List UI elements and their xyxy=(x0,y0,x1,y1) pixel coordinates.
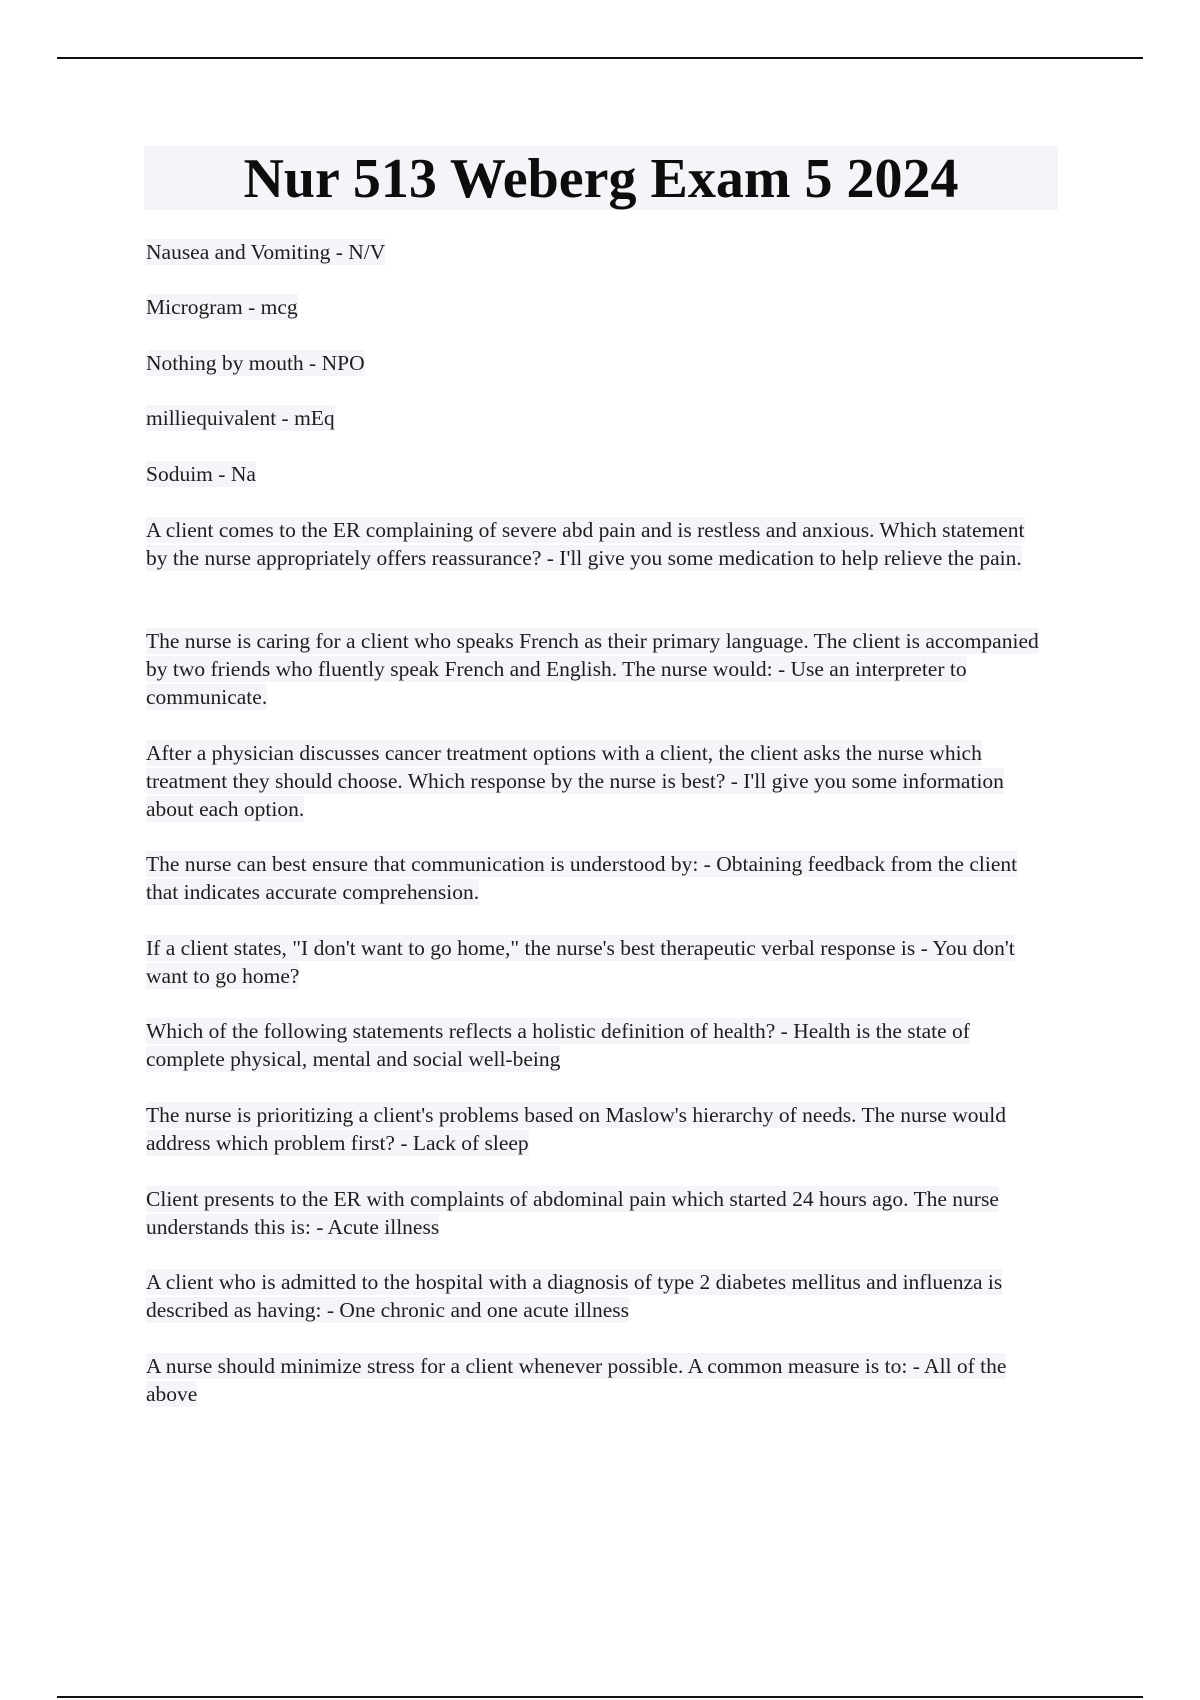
entry-question-treatment-options: After a physician discusses cancer treatment options with a client, the client asks the nurse which treatment they should choose. Which response by the nurse is best? - I'll give you some information about each option. xyxy=(146,741,1004,821)
entry-question-minimize-stress: A nurse should minimize stress for a client whenever possible. A common measure is to: - All of the above xyxy=(146,1354,1007,1406)
entry-abbrev-meq: milliequivalent - mEq xyxy=(146,406,335,430)
entry-abbrev-npo: Nothing by mouth - NPO xyxy=(146,351,365,375)
entry-abbrev-microgram: Microgram - mcg xyxy=(146,295,298,319)
entry-question-acute-illness: Client presents to the ER with complaints of abdominal pain which started 24 hours ago. The nurse understands this is: - Acute illness xyxy=(146,1187,999,1239)
entry-question-communication: The nurse can best ensure that communication is understood by: - Obtaining feedback from the client that indicates accurate comprehension. xyxy=(146,852,1018,904)
entry-question-maslow: The nurse is prioritizing a client's problems based on Maslow's hierarchy of needs. The nurse would address which problem first? - Lack of sleep xyxy=(146,1103,1006,1155)
entry-question-interpreter: The nurse is caring for a client who speaks French as their primary language. The client is accompanied by two friends who fluently speak French and English. The nurse would: - Use an interpreter to communicate. xyxy=(146,629,1039,709)
bottom-rule xyxy=(57,1696,1143,1698)
entry-question-holistic-health: Which of the following statements reflects a holistic definition of health? - Health is the state of complete physical, mental and social well-being xyxy=(146,1019,970,1071)
entry-question-therapeutic-response: If a client states, "I don't want to go home," the nurse's best therapeutic verbal response is - You don't want to go home? xyxy=(146,936,1015,988)
entry-question-chronic-acute: A client who is admitted to the hospital with a diagnosis of type 2 diabetes mellitus and influenza is described as having: - One chronic and one acute illness xyxy=(146,1270,1003,1322)
entry-abbrev-nausea: Nausea and Vomiting - N/V xyxy=(146,240,386,264)
entry-question-reassurance: A client comes to the ER complaining of severe abd pain and is restless and anxious. Which statement by the nurse appropriately offers reassurance? - I'll give you some medication to help relieve the pain. xyxy=(146,518,1025,570)
top-rule xyxy=(57,57,1143,59)
document-title: Nur 513 Weberg Exam 5 2024 xyxy=(243,148,959,210)
entry-abbrev-sodium: Soduim - Na xyxy=(146,462,256,486)
